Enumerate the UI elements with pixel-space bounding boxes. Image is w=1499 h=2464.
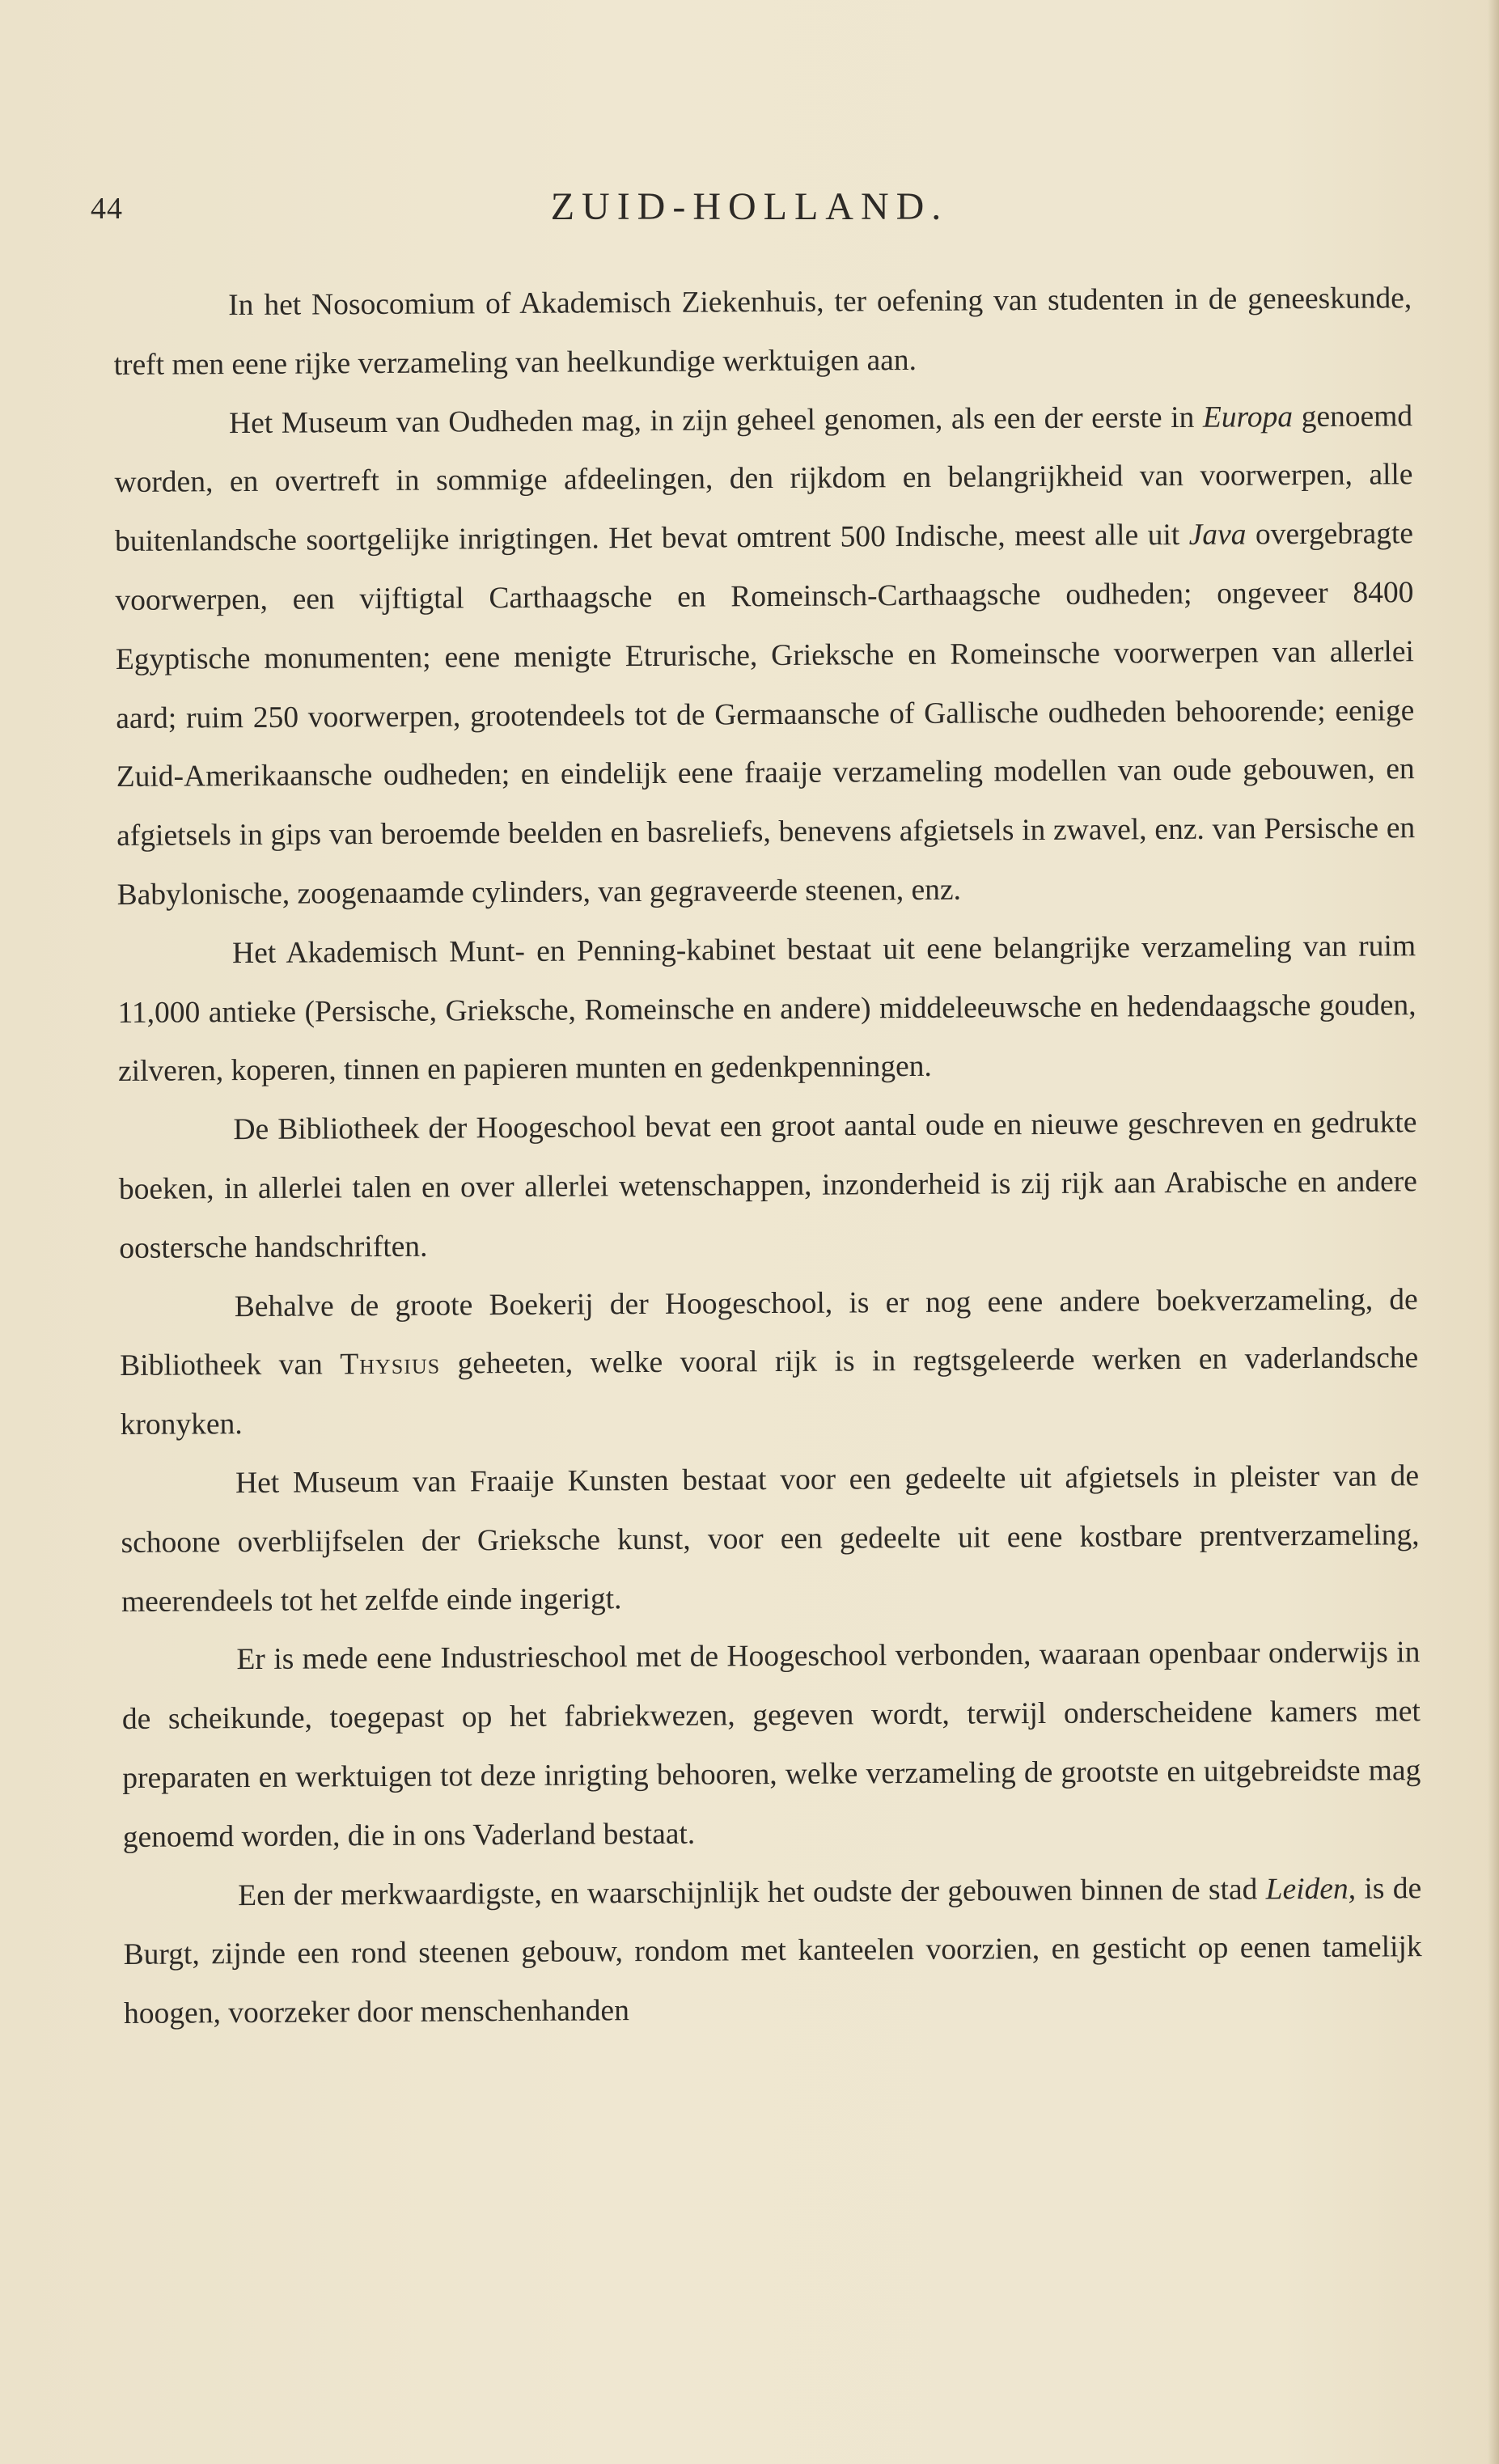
paragraph-text: is de Burgt, zijnde een rond steenen gebouw, rondom met kanteelen voorzien, en gesticht op eenen tamelijk hoogen, voorzeker door menschenhanden — [123, 1871, 1422, 2031]
paragraph-text: overgebragte voorwerpen, een vijftigtal Carthaagsche en Romeinsch-Carthaagsche oudheden; ongeveer 8400 Egyptische monumenten; eene menigte Etrurische, Grieksche en Romeinsche voorwerpen van allerlei aard; ruim 250 voorwerpen, grootendeels tot de Germaansche of Gallische oudheden behoorende; eenige Zuid-Amerikaansche oudheden; en eindelijk eene fraaije verzameling modellen van oude gebouwen, en afgietsels in gips van beroemde beelden en basreliefs, benevens afgietsels in zwavel, enz. van Persische en Babylonische, zoogenaamde cylinders, van gegraveerde steenen, enz. — [115, 517, 1416, 912]
body-text — [113, 269, 1422, 2044]
running-head: ZUID-HOLLAND. — [550, 185, 949, 228]
paragraph-text: Er is mede eene Industrieschool met de Hoogeschool verbonden, waaraan openbaar onderwijs in de scheikunde, toegepast op het fabriekwezen, gegeven wordt, terwijl onderscheidene kamers met preparaten en werktuigen tot deze inrigting behooren, welke verzameling de grootste en uitgebreidste mag genoemd worden, die in ons Vaderland bestaat. — [121, 1636, 1421, 1854]
page-header — [0, 184, 1499, 241]
paragraph-nosocomium — [113, 269, 1412, 395]
paragraph-bibliotheek — [118, 1094, 1417, 1278]
italic-place-name: Java — [1188, 518, 1247, 552]
paragraph-text: Het Museum van Oudheden mag, in zijn geheel genomen, als een der eerste in — [228, 400, 1204, 440]
italic-place-name: Europa — [1202, 400, 1294, 434]
paragraph-text: Het Museum van Fraaije Kunsten bestaat voor een gedeelte uit afgietsels in pleister van de schoone overblijfselen der Grieksche kunst, voor een gedeelte uit eene kostbare prentverzameling, meerendeels tot het zelfde einde ingerigt. — [121, 1459, 1420, 1619]
paragraph-burgt — [123, 1860, 1422, 2044]
paragraph-munt-kabinet — [117, 917, 1416, 1102]
paragraph-fraaije-kunsten — [121, 1447, 1420, 1632]
paragraph-text: Het Akademisch Munt- en Penning-kabinet bestaat uit eene belangrijke verzameling van ruim 11,000 antieke (Persische, Grieksche, Romeinsche en andere) middeleeuwsche en hedendaagsche gouden, zilveren, koperen, tinnen en papieren munten en gedenkpenningen. — [117, 929, 1416, 1089]
paragraph-text: genoemd worden, en overtreft in sommige afdeelingen, den rijkdom en belangrijkheid van voorwerpen, alle buitenlandsche soortgelijke inrigtingen. Het bevat omtrent 500 Indische, meest alle uit — [114, 399, 1413, 559]
paragraph-text: Een der merkwaardigste, en waarschijnlijk het oudste der gebouwen binnen de stad — [238, 1872, 1266, 1912]
paragraph-text: geheeten, welke vooral rijk is in regtsgeleerde werken en vaderlandsche kronyken. — [120, 1341, 1419, 1442]
page-number: 44 — [91, 192, 123, 226]
paragraph-text: De Bibliotheek der Hoogeschool bevat een groot aantal oude en nieuwe geschreven en gedrukte boeken, in allerlei talen en over allerlei wetenschappen, inzonderheid is zij rijk aan Arabische en andere oostersche handschriften. — [118, 1106, 1417, 1265]
page-edge-shadow — [1488, 0, 1499, 2464]
paragraph-text: In het Nosocomium of Akademisch Ziekenhuis, ter oefening van studenten in de geneeskunde, treft men eene rijke verzameling van heelkundige werktuigen aan. — [113, 282, 1412, 382]
small-caps-name: Thysius — [340, 1347, 441, 1382]
italic-place-name: Leiden, — [1265, 1872, 1357, 1906]
paragraph-boekerij — [120, 1271, 1419, 1455]
paragraph-museum-oudheden — [114, 387, 1416, 925]
paragraph-industrieschool — [121, 1624, 1421, 1867]
paragraph-text: Behalve de groote Boekerij der Hoogeschool, is er nog eene andere boekverzameling, de Bibliotheek van — [120, 1282, 1418, 1383]
